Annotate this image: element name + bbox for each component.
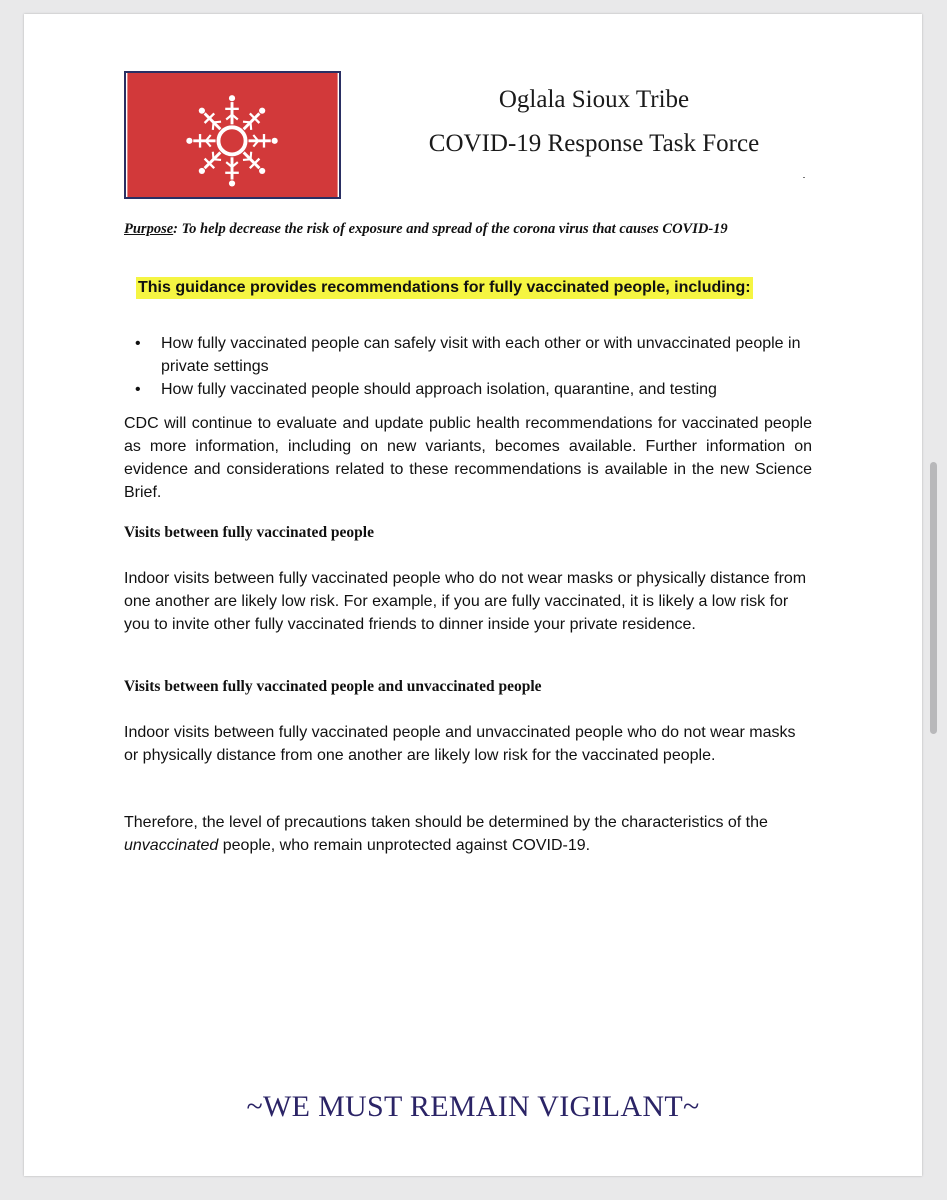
tribe-name: Oglala Sioux Tribe xyxy=(498,86,690,113)
emblem-figure-head xyxy=(272,138,278,144)
emblem-figure-head xyxy=(186,138,192,144)
emblem-figure-head xyxy=(259,168,265,174)
section-heading: Visits between fully vaccinated people and unvaccinated people xyxy=(124,678,542,695)
task-force-name: COVID-19 Response Task Force xyxy=(428,130,760,157)
vertical-scrollbar[interactable] xyxy=(930,462,937,734)
emblem-figure-head xyxy=(199,168,205,174)
highlighted-guidance: This guidance provides recommendations for fully vaccinated people, including: xyxy=(136,277,753,299)
section-body: Indoor visits between fully vaccinated people who do not wear masks or physically distance from one another are likely low risk. For example, if you are fully vaccinated, it is likely a low risk for you to invite other fully vaccinated friends to dinner inside your private residence. xyxy=(124,570,807,633)
section-body: Indoor visits between fully vaccinated people and unvaccinated people who do not wear masks or physically distance from one another are likely low risk for the vaccinated people. xyxy=(124,724,796,764)
purpose-text: To help decrease the risk of exposure and spread of the corona virus that causes COVID-19 xyxy=(181,221,728,237)
closing-text: Therefore, the level of precautions taken should be determined by the characteristics of the xyxy=(124,814,768,831)
purpose-statement xyxy=(124,221,824,238)
list-item xyxy=(124,378,814,401)
closing-emphasis: unvaccinated xyxy=(124,837,219,854)
emblem-figure-head xyxy=(229,180,235,186)
bullet-icon: • xyxy=(135,335,141,352)
oglala-flag-icon xyxy=(126,73,339,197)
emblem-figure-head xyxy=(199,108,205,114)
emblem-figure-head xyxy=(229,95,235,101)
section-heading: Visits between fully vaccinated people xyxy=(124,524,374,541)
closing-paragraph xyxy=(124,811,812,857)
closing-text-end: people, who remain unprotected against COVID-19. xyxy=(218,837,591,854)
cdc-paragraph: CDC will continue to evaluate and update public health recommendations for vaccinated people as more information, including on new variants, becomes available. Further information on evidence and considerations related to these recommendations is available in the new Science Brief. xyxy=(124,415,812,501)
bullet-icon: • xyxy=(135,381,141,398)
scan-speck xyxy=(803,177,805,178)
emblem-figure-head xyxy=(259,108,265,114)
bullet-list xyxy=(124,332,814,401)
bullet-text: How fully vaccinated people should approach isolation, quarantine, and testing xyxy=(161,381,717,398)
header-title xyxy=(374,78,814,166)
list-item xyxy=(124,332,814,378)
purpose-label: Purpose xyxy=(124,221,174,237)
bullet-text: How fully vaccinated people can safely visit with each other or with unvaccinated people in private settings xyxy=(161,335,801,375)
tribal-flag-logo xyxy=(124,71,341,199)
footer-slogan: ~WE MUST REMAIN VIGILANT~ xyxy=(246,1090,700,1123)
document-page xyxy=(24,14,922,1176)
purpose-separator: : xyxy=(173,221,178,237)
